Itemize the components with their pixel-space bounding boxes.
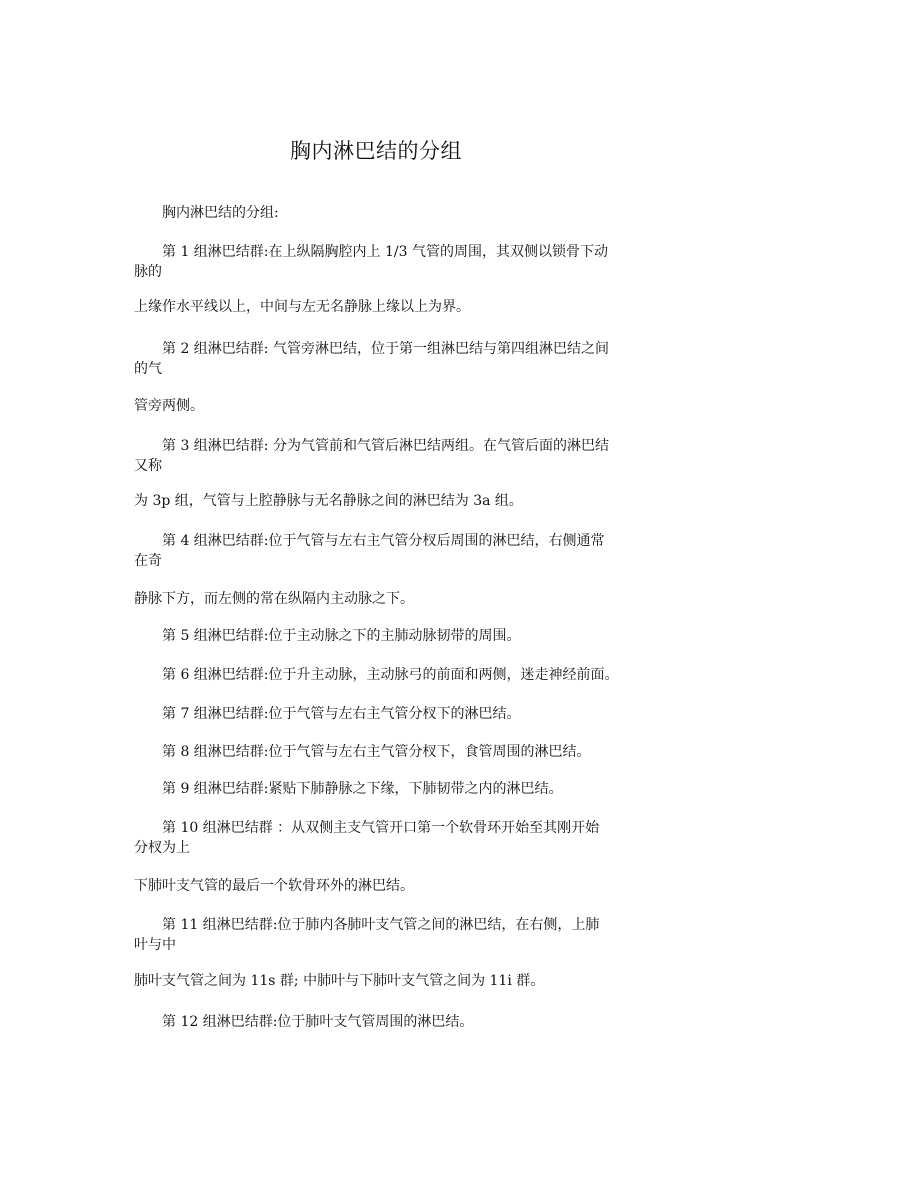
group-11-line-3: 肺叶支气管之间为 11s 群; 中肺叶与下肺叶支气管之间为 11i 群。 (134, 973, 545, 989)
group-11-line-1: 第 11 组淋巴结群:位于肺内各肺叶支气管之间的淋巴结，在右侧，上肺 (162, 917, 600, 933)
group-3-line-1: 第 3 组淋巴结群: 分为气管前和气管后淋巴结两组。在气管后面的淋巴结 (162, 438, 609, 454)
group-8-line: 第 8 组淋巴结群:位于气管与左右主气管分杈下，食管周围的淋巴结。 (162, 744, 591, 760)
group-12-line: 第 12 组淋巴结群:位于肺叶支气管周围的淋巴结。 (162, 1014, 474, 1030)
group-1-line-1: 第 1 组淋巴结群:在上纵隔胸腔内上 1/3 气管的周围，其双侧以锁骨下动 (162, 244, 608, 260)
group-2-line-1: 第 2 组淋巴结群: 气管旁淋巴结，位于第一组淋巴结与第四组淋巴结之间 (162, 341, 609, 357)
group-6-line: 第 6 组淋巴结群:位于升主动脉，主动脉弓的前面和两侧，迷走神经前面。 (162, 667, 619, 683)
group-1-line-3: 上缘作水平线以上，中间与左无名静脉上缘以上为界。 (134, 299, 470, 315)
group-4-line-3: 静脉下方，而左侧的常在纵隔内主动脉之下。 (134, 591, 414, 607)
group-3-line-3: 为 3p 组，气管与上腔静脉与无名静脉之间的淋巴结为 3a 组。 (134, 493, 523, 509)
group-10-line-2: 分杈为上 (134, 840, 190, 856)
group-5-line: 第 5 组淋巴结群:位于主动脉之下的主肺动脉韧带的周围。 (162, 628, 521, 644)
group-10-line-3: 下肺叶支气管的最后一个软骨环外的淋巴结。 (134, 878, 414, 894)
group-11-line-2: 叶与中 (134, 937, 176, 953)
intro-line: 胸内淋巴结的分组: (162, 205, 279, 221)
group-2-line-3: 管旁两侧。 (134, 398, 204, 414)
group-9-line: 第 9 组淋巴结群:紧贴下肺静脉之下缘，下肺韧带之内的淋巴结。 (162, 781, 563, 797)
document-title: 胸内淋巴结的分组 (290, 139, 462, 163)
group-2-line-2: 的气 (134, 361, 162, 377)
group-3-line-2: 又称 (134, 458, 162, 474)
group-1-line-2: 脉的 (134, 264, 162, 280)
group-7-line: 第 7 组淋巴结群:位于气管与左右主气管分杈下的淋巴结。 (162, 706, 521, 722)
group-4-line-2: 在奇 (134, 553, 162, 569)
group-10-line-1: 第 10 组淋巴结群 ：从双侧主支气管开口第一个软骨环开始至其刚开始 (162, 820, 600, 836)
group-4-line-1: 第 4 组淋巴结群:位于气管与左右主气管分杈后周围的淋巴结，右侧通常 (162, 533, 605, 549)
